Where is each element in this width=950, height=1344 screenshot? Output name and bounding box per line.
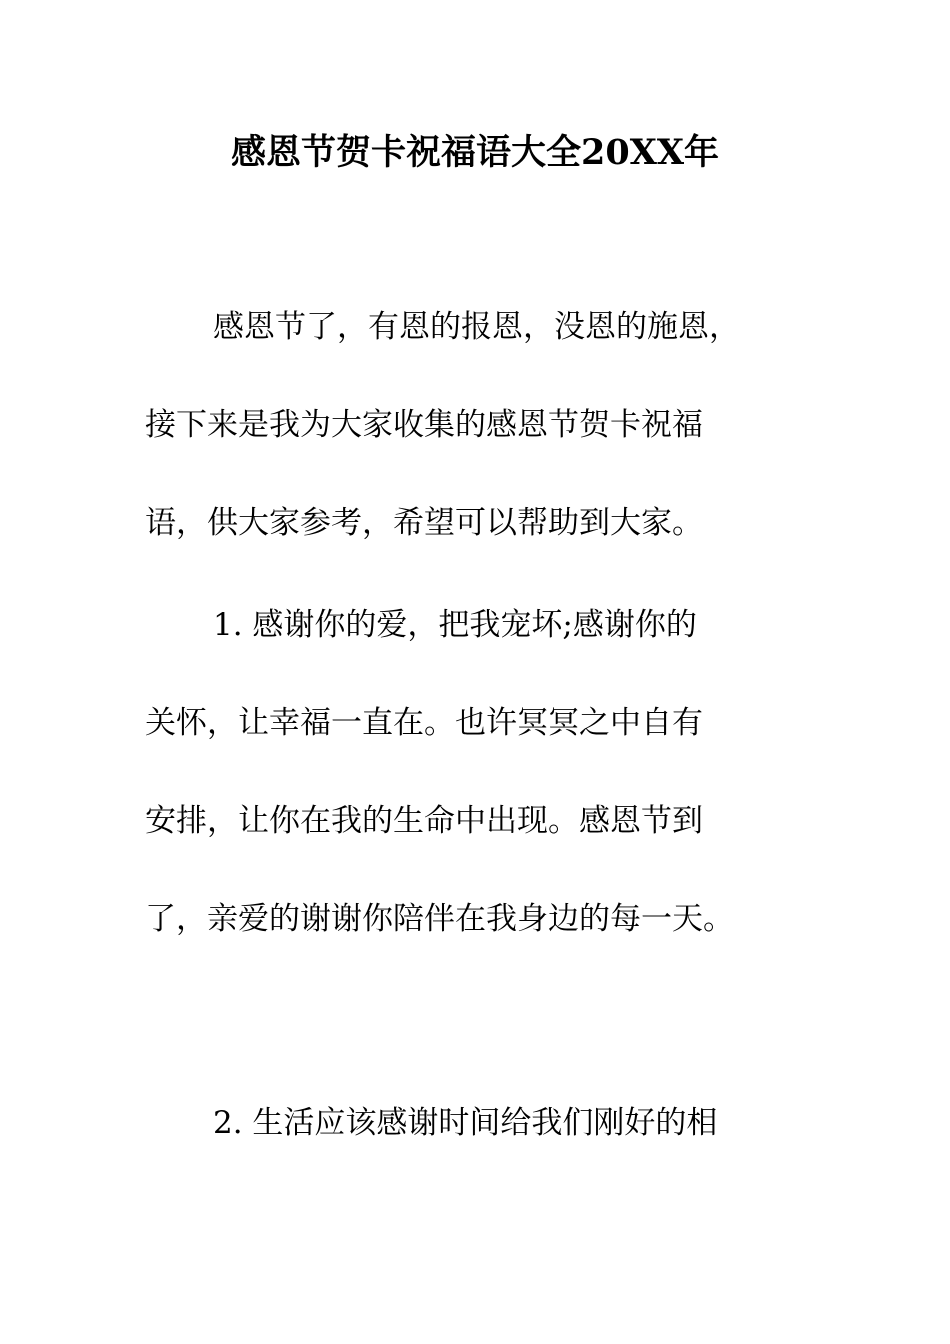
paragraph-intro-line-3: 语，供大家参考，希望可以帮助到大家。 bbox=[145, 505, 703, 541]
page-title: 感恩节贺卡祝福语大全20XX年 bbox=[230, 132, 720, 173]
list-item-1-line-1: 1. 感谢你的爱，把我宠坏;感谢你的 bbox=[213, 607, 697, 643]
list-item-1-line-4: 了，亲爱的谢谢你陪伴在我身边的每一天。 bbox=[145, 901, 734, 937]
list-item-2-line-1: 2. 生活应该感谢时间给我们刚好的相 bbox=[213, 1105, 718, 1141]
list-item-1-line-3: 安排，让你在我的生命中出现。感恩节到 bbox=[145, 803, 703, 839]
paragraph-intro-line-2: 接下来是我为大家收集的感恩节贺卡祝福 bbox=[145, 407, 703, 443]
list-item-1-line-2: 关怀，让幸福一直在。也许冥冥之中自有 bbox=[145, 705, 703, 741]
paragraph-intro-line-1: 感恩节了，有恩的报恩，没恩的施恩， bbox=[213, 309, 740, 345]
